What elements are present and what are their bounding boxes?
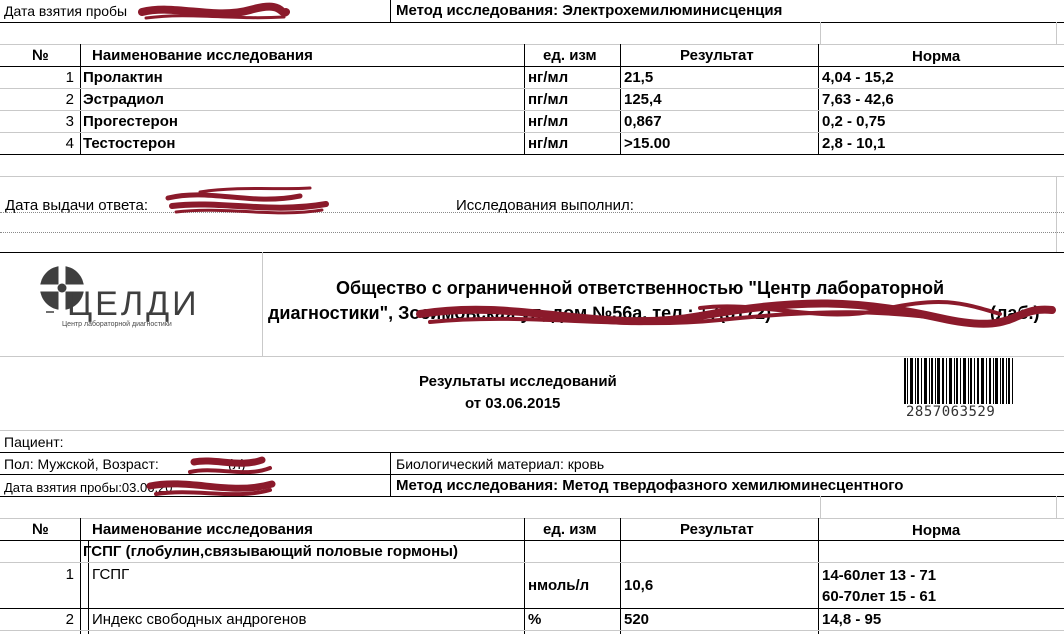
results-title: Результаты исследований — [419, 373, 617, 390]
row-result: 125,4 — [624, 91, 662, 108]
row-norm: 4,04 - 15,2 — [822, 69, 894, 86]
barcode-icon — [904, 358, 1016, 406]
logo-text: ЦЕЛДИ — [67, 285, 200, 323]
col-header-num: № — [32, 47, 49, 64]
row-name: Прогестерон — [83, 113, 178, 130]
row-num: 1 — [65, 69, 74, 86]
org-name-line2: диагностики", Зосимовская ул, дом №56а, тел.: +7(8172) — [268, 303, 772, 323]
row-name: Пролактин — [83, 69, 163, 86]
row-name: Эстрадиол — [83, 91, 164, 108]
row-result: 21,5 — [624, 69, 654, 86]
row-norm: 2,8 - 10,1 — [822, 135, 886, 152]
method-label: Метод исследования: Электрохемилюминисценция — [396, 2, 783, 19]
barcode-number: 2857063529 — [906, 404, 996, 420]
col-header-name: Наименование исследования — [92, 521, 313, 538]
row-unit: нг/мл — [528, 113, 569, 130]
col-header-unit: ед. изм — [543, 47, 597, 64]
row-norm-1: 14,8 - 95 — [822, 611, 882, 628]
row-num: 3 — [65, 113, 74, 130]
col-header-name: Наименование исследования — [92, 47, 313, 64]
row-unit: нг/мл — [528, 135, 569, 152]
col-header-num: № — [32, 521, 49, 538]
row-unit: пг/мл — [528, 91, 569, 108]
sex-age-label: Пол: Мужской, Возраст: — [4, 456, 159, 472]
patient-label: Пациент: — [4, 434, 64, 450]
row-result: 0,867 — [624, 113, 662, 130]
sample-date-2: Дата взятия пробы:03.06.20 — [4, 480, 173, 495]
row-name: Тестостерон — [83, 135, 176, 152]
row-unit: % — [528, 611, 542, 628]
org-name-line2-tail: (лаб.) — [990, 303, 1040, 323]
col-header-norm: Норма — [912, 522, 961, 539]
row-name: ГСПГ — [92, 566, 130, 583]
row-num: 2 — [65, 611, 74, 628]
org-name-line1: Общество с ограниченной ответственностью "Центр лабораторной — [336, 278, 945, 298]
row-norm-1: 14-60лет 13 - 71 — [822, 567, 937, 584]
col-header-norm: Норма — [912, 48, 961, 65]
row-num: 1 — [65, 566, 74, 583]
row-unit: нг/мл — [528, 69, 569, 86]
issue-date-label: Дата выдачи ответа: — [5, 197, 148, 214]
col-header-result: Результат — [680, 47, 754, 64]
method-label-2: Метод исследования: Метод твердофазного хемилюминесцентного — [396, 477, 904, 494]
row-num: 2 — [65, 91, 74, 108]
bio-material-label: Биологический материал: кровь — [396, 456, 605, 472]
results-date: от 03.06.2015 — [465, 395, 561, 412]
col-header-result: Результат — [680, 521, 754, 538]
row-norm: 7,63 - 42,6 — [822, 91, 894, 108]
logo-subtitle: Центр лабораторной диагностики — [62, 321, 172, 328]
row-norm: 0,2 - 0,75 — [822, 113, 886, 130]
group-header: ГСПГ (глобулин,связывающий половые гормоны) — [83, 543, 458, 560]
performed-by-label: Исследования выполнил: — [456, 197, 634, 214]
row-unit: нмоль/л — [528, 577, 590, 594]
row-result: 520 — [624, 611, 650, 628]
row-name: Индекс свободных андрогенов — [92, 611, 307, 628]
sample-date-label: Дата взятия пробы — [4, 3, 128, 19]
col-header-unit: ед. изм — [543, 521, 597, 538]
row-result: >15.00 — [624, 135, 671, 152]
age-unit: (л) — [228, 456, 246, 472]
row-norm-2: 60-70лет 15 - 61 — [822, 588, 937, 605]
row-result: 10,6 — [624, 577, 654, 594]
row-num: 4 — [65, 135, 74, 152]
